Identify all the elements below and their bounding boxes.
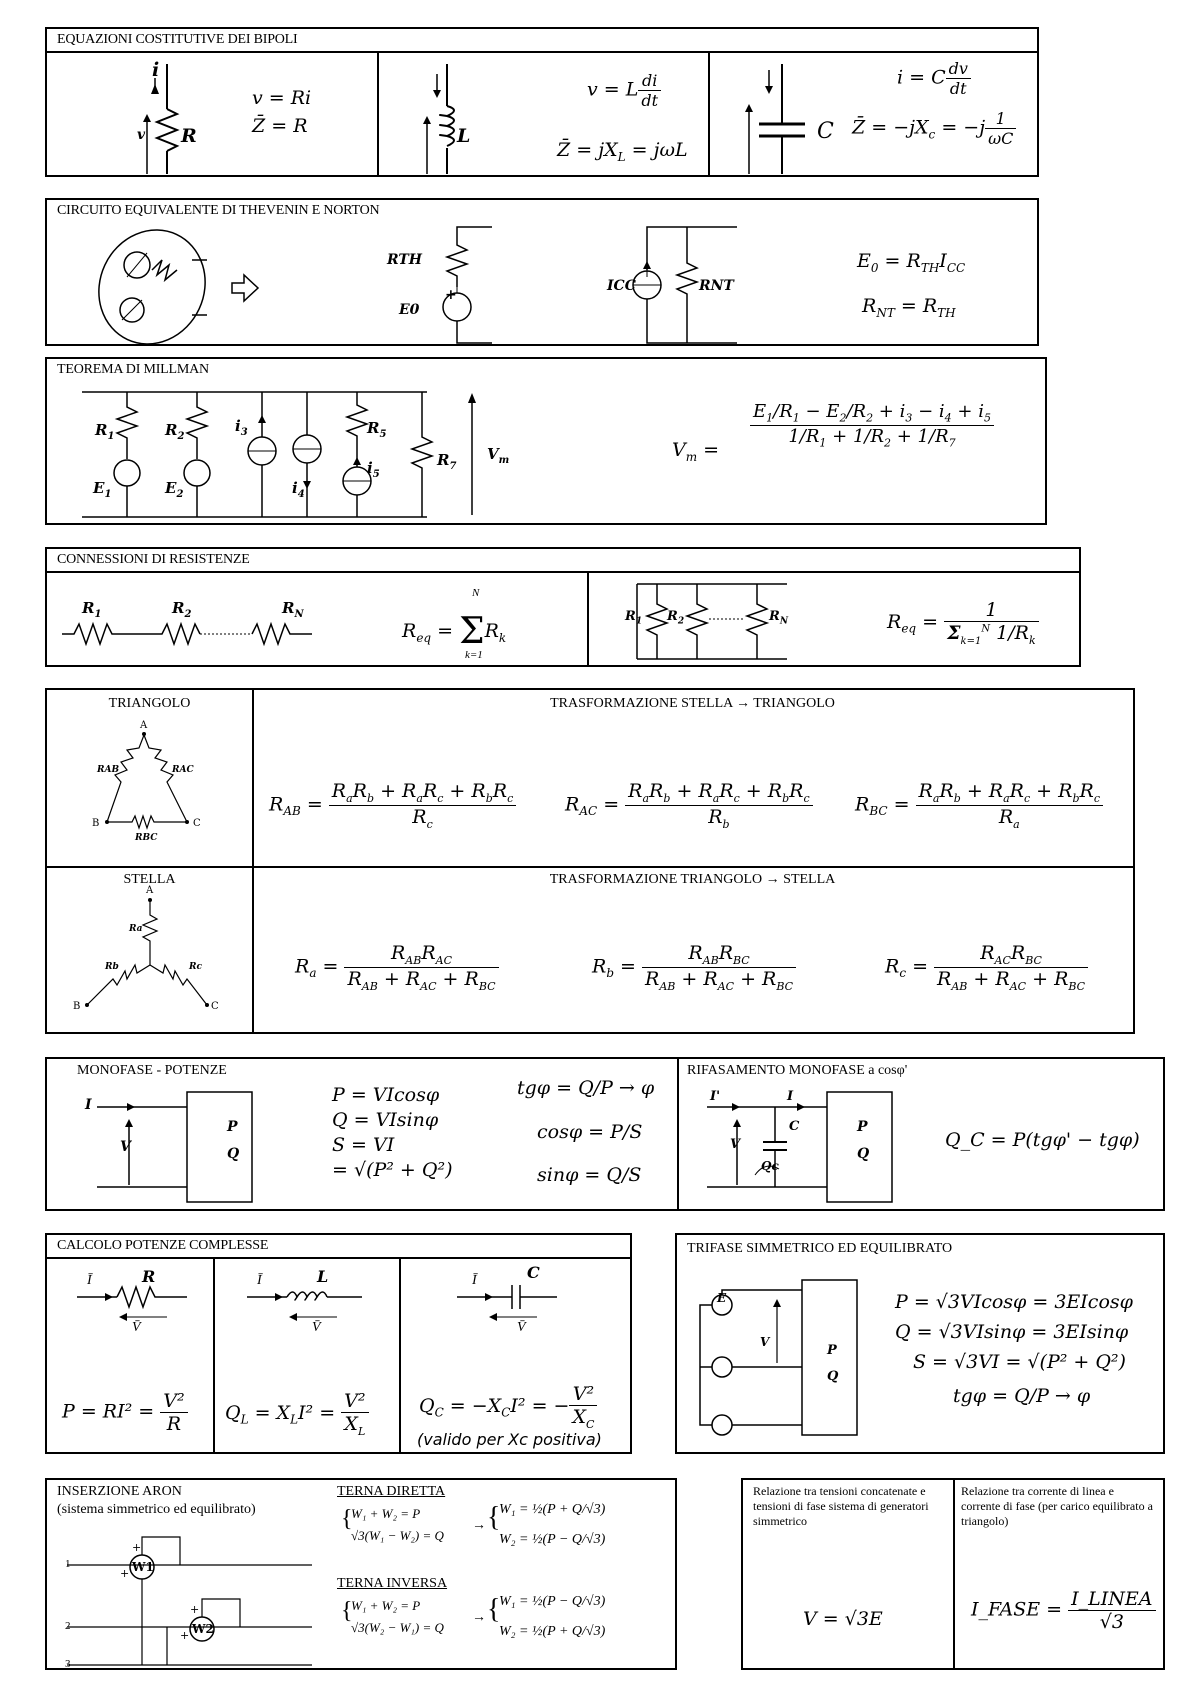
mono-eq-q: Q = VIsinφ [332,1109,439,1131]
network-oval [87,225,267,345]
triangolo-stella-title: TRASFORMAZIONE TRIANGOLO → STELLA [549,872,836,887]
sum-lower: k=1 [465,649,483,661]
aron-subtitle: (sistema simmetrico ed equilibrato) [57,1502,256,1517]
relazione-correnti-text: Relazione tra corrente di linea e corrente di fase (per carico equilibrato a triangolo) [961,1484,1153,1528]
diretta-r2: W₂ = ½(P − Q/√3) [499,1532,606,1547]
label-e2: $E_2$ [165,479,184,500]
svg-text:RAC: RAC [172,765,194,775]
svg-text:B: B [92,818,100,829]
svg-text:+: + [132,1541,142,1554]
rif-label-q: Q [857,1146,870,1162]
trifase-label-v: V [760,1335,770,1349]
mono-eq-s: S = VI [332,1134,395,1156]
monofase-circuit [87,1087,267,1207]
label-i3: $i_3$ [235,417,248,438]
par-r2: $R_2$ [667,609,685,627]
diretta-arrow: → [472,1518,486,1533]
series-rn: $R_N$ [282,599,304,620]
complesse-title: CALCOLO POTENZE COMPLESSE [47,1235,630,1259]
relazioni-section [741,1478,1165,1670]
trifase-eq-q: Q = √3VIsinφ = 3EIsinφ [895,1321,1129,1343]
complex-ql: $Q_L = X_LI^2$ = $\frac{\text{V²}}{X_L}$ [225,1390,369,1438]
aron-line-1: 1 [65,1558,71,1570]
brace-diretta-left: { [341,1506,353,1532]
millman-title: TEOREMA DI MILLMAN [57,362,209,377]
c-eq2: Z̄ = $-jX_c = -j$ $\frac{1}{\omega C}$ [852,109,1016,148]
rbc-formula: $R_{BC}$ = $\frac{R_aR_b + R_aR_c + R_bR_c}{R_a}$ [855,780,1103,831]
monofase-section [45,1057,1165,1211]
resistor-symbol [87,64,207,174]
label-i5: $i_5$ [367,459,380,480]
relazione-tensioni-text: Relazione tra tensioni concatenate e tensioni di fase sistema di generatori simmetrico [753,1484,929,1528]
svg-text:C: C [193,818,201,829]
triangolo-label: TRIANGOLO [108,696,191,711]
sum-upper: N [472,587,480,599]
l-eq1: v = L $\frac{di}{dt}$ [587,71,661,110]
par-r1: $R_1$ [625,609,643,627]
complex-c-label: C [527,1263,540,1282]
series-eq: $R_{eq} = \Sigma R_k$ [402,611,507,652]
complex-r-v: V̄ [132,1320,141,1335]
trifase-eq-tg: tgφ = Q/P → φ [953,1385,1091,1407]
svg-text:A: A [140,720,148,731]
monofase-title: MONOFASE - POTENZE [77,1063,227,1078]
label-r: R [181,125,197,147]
aron-line-3: 3 [65,1658,71,1670]
mono-eq-sqrt: = √(P² + Q²) [332,1159,453,1181]
complex-l-label: L [317,1267,329,1286]
formula-source-text [0,0,1,1]
svg-text:Ra: Ra [129,924,143,934]
diretta-r1: W₁ = ½(P + Q/√3) [499,1502,606,1517]
rab-formula: $R_{AB}$ = $\frac{R_aR_b + R_aR_c + R_bR_c}{R_c}$ [269,780,516,831]
terna-inversa-title: TERNA INVERSA [337,1576,448,1591]
c-eq1: i = C $\frac{dv}{dt}$ [897,59,971,98]
thevenin-eq2: $R_{NT} = R_{TH}$ [862,295,956,320]
label-i: i [152,59,160,81]
mono-label-i: I [85,1097,92,1113]
stella-triangolo-title: TRASFORMAZIONE STELLA → TRIANGOLO [550,696,835,711]
label-r5: $R_5$ [367,419,387,440]
mono-tg: tgφ = Q/P → φ [517,1077,655,1099]
mono-label-v: V [120,1139,131,1155]
complex-qc: $Q_C = -X_CI^2$ = − $\frac{\text{V²}}{X_C}$ [419,1383,597,1431]
diretta-l2: √3(W₁ − W₂) = Q [351,1528,444,1543]
label-v: v [137,127,146,143]
mono-cos: cosφ = P/S [537,1121,643,1143]
rac-formula: $R_{AC}$ = $\frac{R_aR_b + R_aR_c + R_bR_c}{R_b}$ [565,780,813,831]
rif-eq: Q_C = P(tgφ' − tgφ) [945,1129,1140,1151]
label-l: L [457,125,471,147]
eq2-num: I_LINEA [1068,1588,1155,1611]
inversa-r2: W₂ = ½(P + Q/√3) [499,1624,606,1639]
thevenin-eq1: $E_0 = R_{TH}I_{CC}$ [857,250,966,275]
complex-r-label: R [142,1267,156,1286]
complex-note: (valido per Xc positiva) [417,1430,602,1449]
stella-label: STELLA [123,872,176,887]
rifasamento-title: RIFASAMENTO MONOFASE a cosφ' [687,1063,908,1078]
millman-fraction: $\frac{E_1/R_1 - E_2/R_2 + i_3 - i_4 + i_5}{1/R_1 + 1/R_2 + 1/R_7}$ [747,401,997,449]
series-r1: $R_1$ [82,599,102,620]
resistenze-section [45,547,1081,667]
label-e1: $E_1$ [93,479,112,500]
label-rth: RTH [387,252,423,268]
trifase-circuit [692,1285,862,1445]
brace-inversa-left: { [341,1598,353,1624]
l-eq2: Z̄ = $jX_L = j\omega L$ [557,139,688,164]
svg-text:B: B [73,1001,81,1012]
series-r2: $R_2$ [172,599,192,620]
relazione-correnti-eq [971,1588,1156,1633]
ra-formula: $R_a$ = $\frac{R_{AB}R_{AC}}{R_{AB} + R_{AC} + R_{BC}}$ [295,942,499,993]
complex-c-i: Ī [472,1273,477,1288]
label-c: C [817,119,834,144]
mono-sin: sinφ = Q/S [537,1164,642,1186]
complex-l-i: Ī [257,1273,262,1288]
aron-circuit [62,1525,322,1670]
mono-label-p: P [227,1119,238,1135]
label-i4: $i_4$ [292,479,305,500]
rif-label-qc: Qc [761,1159,779,1173]
thevenin-title: CIRCUITO EQUIVALENTE DI THEVENIN E NORTON [57,203,380,218]
svg-text:RBC: RBC [135,833,158,843]
aron-w2: W2 [192,1622,214,1636]
aron-section [45,1478,677,1670]
label-icc: ICC [607,278,636,294]
mono-eq-p: P = VIcosφ [332,1084,440,1106]
aron-title: INSERZIONE ARON [57,1484,182,1499]
rb-formula: $R_b$ = $\frac{R_{AB}R_{BC}}{R_{AB} + R_{AC} + R_{BC}}$ [592,942,796,993]
eq2-lhs: I_FASE = [971,1598,1063,1621]
rif-label-v: V [730,1137,741,1152]
svg-text:C: C [211,1001,219,1012]
complex-r-i: Ī [87,1273,92,1288]
svg-text:+: + [190,1603,200,1616]
mono-label-q: Q [227,1146,240,1162]
svg-text:RAB: RAB [97,765,120,775]
rif-label-i: I [787,1089,794,1104]
trasformazioni-section [45,688,1135,1034]
inversa-l1: W₁ + W₂ = P [351,1598,421,1613]
svg-text:Rc: Rc [189,962,202,972]
label-r2: $R_2$ [165,421,185,442]
complesse-section [45,1233,632,1454]
brace-diretta-right: { [487,1502,501,1533]
brace-inversa-right: { [487,1594,501,1625]
inductor-symbol [407,64,487,174]
rc-formula: $R_c$ = $\frac{R_{AC}R_{BC}}{R_{AB} + R_{AC} + R_{BC}}$ [885,942,1088,993]
trifase-label-q: Q [827,1369,839,1384]
r-eq2: Z̄ = R [252,115,308,137]
trifase-eq-s: S = √3VI = √(P² + Q²) [913,1351,1126,1373]
triangle-diagram [87,720,227,865]
label-vm: $V_m$ [487,445,510,466]
complex-pr: P = RI² = $\frac{\text{V²}}{R}$ [62,1390,188,1435]
trifase-eq-p: P = √3VIcosφ = 3EIcosφ [895,1291,1133,1313]
svg-text:+: + [445,287,457,303]
trifase-label-e: E [717,1291,727,1305]
inversa-r1: W₁ = ½(P − Q/√3) [499,1594,606,1609]
svg-text:A: A [146,885,154,896]
star-diagram [73,885,227,1030]
label-rnt: RNT [699,278,734,294]
par-rn: $R_N$ [769,609,789,627]
norton-circuit [637,225,757,345]
resistenze-title: CONNESSIONI DI RESISTENZE [47,549,1079,573]
trifase-title: TRIFASE SIMMETRICO ED EQUILIBRATO [687,1241,953,1256]
eq2-den: √3 [1099,1611,1124,1633]
aron-w1: W1 [132,1560,154,1574]
complex-c-v: V̄ [517,1320,526,1335]
inversa-l2: √3(W₂ − W₁) = Q [351,1620,444,1635]
bipoli-section [45,27,1039,177]
thevenin-circuit [407,225,527,345]
svg-text:+: + [120,1567,130,1580]
complex-l-v: V̄ [312,1320,321,1335]
millman-section [45,357,1047,525]
svg-text:Rb: Rb [105,962,119,972]
inversa-arrow: → [472,1610,486,1625]
rif-label-c: C [789,1119,800,1134]
label-r7: $R_7$ [437,451,457,472]
parallel-eq: $R_{eq}$ = $\frac{1}{\Sigma_{k=1}^N 1/R_k}$ [887,599,1039,647]
relazione-tensioni-eq: V = √3E [803,1608,883,1630]
capacitor-symbol [737,64,817,174]
bipoli-title: EQUAZIONI COSTITUTIVE DEI BIPOLI [47,29,1037,53]
label-e0: E0 [399,302,420,318]
rif-label-iprime: I' [710,1089,721,1104]
rif-label-p: P [857,1119,868,1135]
svg-text:+: + [180,1629,190,1642]
terna-diretta-title: TERNA DIRETTA [337,1484,446,1499]
aron-line-2: 2 [65,1620,71,1632]
thevenin-section [45,198,1039,346]
r-eq1: v = Ri [252,87,312,109]
trifase-section [675,1233,1165,1454]
trifase-label-p: P [827,1343,837,1358]
label-r1: $R_1$ [95,421,115,442]
diretta-l1: W₁ + W₂ = P [351,1506,421,1521]
millman-lhs: $V_m$ = [672,439,720,464]
